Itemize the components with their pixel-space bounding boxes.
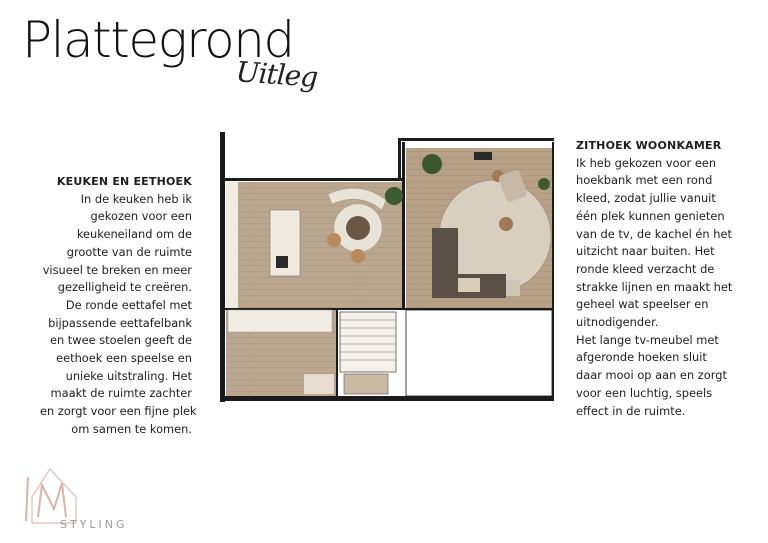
living-description — [576, 137, 733, 420]
kitchen-line: grootte van de ruimte — [66, 244, 192, 259]
kitchen-line: De ronde eettafel met — [65, 297, 192, 312]
floor-plan — [210, 128, 560, 413]
kitchen-line: en twee stoelen geeft de — [49, 333, 192, 348]
room-counter — [226, 182, 238, 308]
living-line: voor een luchtig, speels — [576, 385, 713, 400]
living-line: geheel wat speelser en — [576, 297, 709, 312]
kitchen-line: gekozen voor een — [90, 209, 192, 224]
living-line: één plek kunnen genieten — [576, 208, 725, 223]
kitchen-line: eethoek een speelse en — [56, 351, 192, 366]
pantry-cabinet — [304, 374, 334, 394]
living-line: strakke lijnen en maakt het — [576, 279, 733, 294]
kitchen-description — [40, 173, 197, 439]
living-line: kleed, zodat jullie vanuit — [576, 191, 716, 206]
kitchen-line: unieke uitstraling. Het — [65, 368, 192, 383]
kitchen-line: keukeneiland om de — [76, 227, 192, 242]
tv-stand — [474, 152, 492, 160]
kitchen-heading: KEUKEN EN EETHOEK — [56, 175, 192, 188]
living-line: afgeronde hoeken sluit — [576, 350, 707, 365]
living-line: hoekbank met een rond — [576, 173, 713, 188]
room-empty — [406, 310, 552, 396]
living-line: Ik heb gekozen voor een — [576, 155, 717, 170]
kitchen-line: om samen te komen. — [71, 421, 192, 436]
plant-icon — [385, 187, 403, 205]
kitchen-line: In de keuken heb ik — [80, 191, 192, 206]
brand-name: STYLING — [60, 518, 128, 531]
kitchen-line: en zorgt voor een fijne plek — [40, 404, 197, 419]
living-line: uitzicht naar buiten. Het — [576, 244, 715, 259]
cooktop — [276, 256, 288, 268]
living-heading: ZITHOEK WOONKAMER — [576, 139, 722, 152]
kitchen-line: gezelligheid te creëren. — [57, 280, 192, 295]
page-title: Plattegrond — [22, 11, 294, 69]
kitchen-line: visueel te breken en meer — [42, 262, 192, 277]
living-line: uitnodigender. — [576, 315, 659, 330]
stairs — [340, 312, 396, 394]
pantry-shelf — [228, 310, 332, 332]
living-line: daar mooi op aan en zorgt — [576, 368, 727, 383]
plant-icon — [422, 154, 442, 174]
stove — [506, 280, 520, 296]
kitchen-line: bijpassende eettafelbank — [48, 315, 192, 330]
living-line: effect in de ruimte. — [576, 403, 686, 418]
coffee-table — [458, 278, 480, 292]
living-line: ronde kleed verzacht de — [576, 261, 715, 276]
plant-icon — [538, 178, 550, 190]
living-line: Het lange tv-meubel met — [576, 332, 719, 347]
kitchen-line: maakt de ruimte zachter — [50, 386, 192, 401]
side-table — [499, 217, 513, 231]
living-line: van de tv, de kachel én het — [576, 226, 732, 241]
page-subtitle: Uitleg — [234, 55, 319, 94]
